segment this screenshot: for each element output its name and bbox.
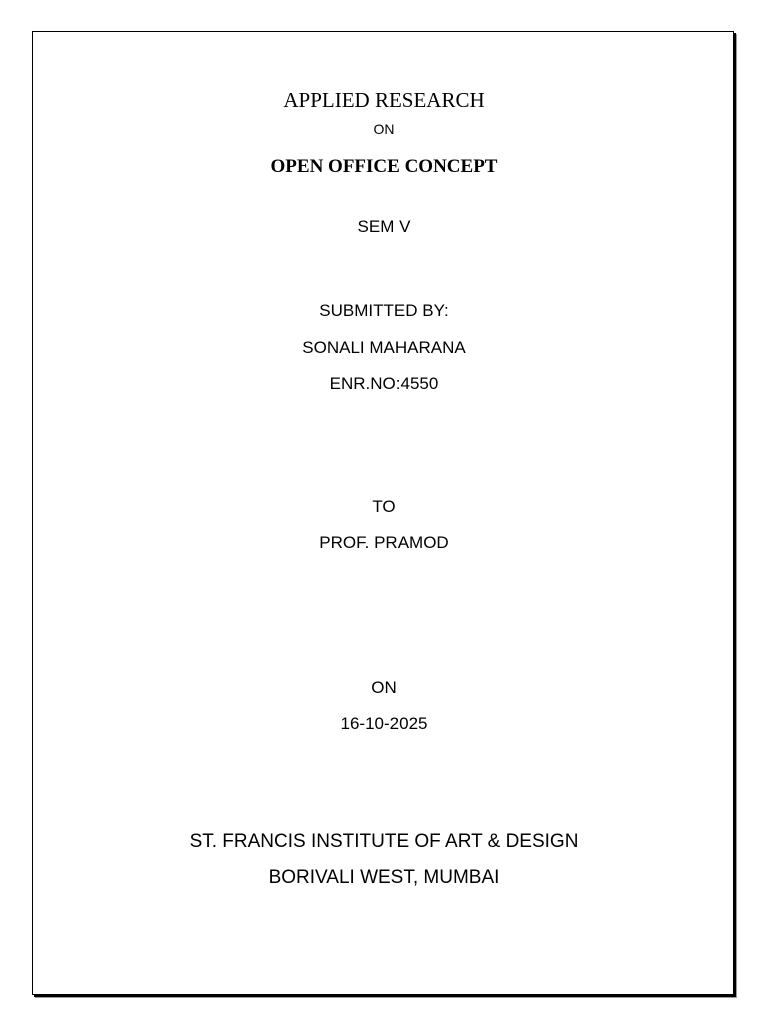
- document-title: APPLIED RESEARCH: [283, 88, 485, 112]
- student-name: SONALI MAHARANA: [302, 338, 466, 357]
- professor-name: PROF. PRAMOD: [319, 533, 449, 552]
- enrollment-number: ENR.NO:4550: [329, 374, 439, 393]
- submitted-by-label: SUBMITTED BY:: [319, 301, 449, 320]
- to-label: TO: [372, 497, 396, 516]
- submission-date: 16-10-2025: [340, 714, 428, 733]
- on-connector: ON: [373, 121, 395, 137]
- research-subject: OPEN OFFICE CONCEPT: [270, 156, 498, 177]
- semester: SEM V: [357, 217, 411, 236]
- institute-address: BORIVALI WEST, MUMBAI: [268, 867, 500, 888]
- institute-name: ST. FRANCIS INSTITUTE OF ART & DESIGN: [189, 831, 579, 852]
- date-label: ON: [371, 678, 397, 697]
